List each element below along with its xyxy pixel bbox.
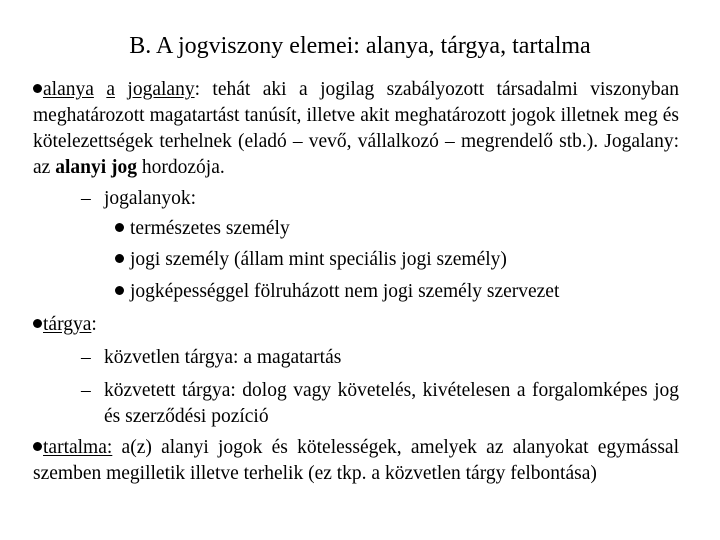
dash-icon: – [81,188,91,209]
bullet-icon [115,254,124,263]
bullet-icon [33,442,42,451]
bullet-icon [33,319,42,328]
dash-icon: – [81,380,91,401]
dash-icon: – [81,347,91,368]
tartalma-text: a(z) alanyi jogok és kötelességek, amelyek az alanyokat egymással szemben megilletik illetve terhelik (ez tkp. a közvetlen tárgy felbontása) [33,437,679,484]
slide-title: B. A jogviszony elemei: alanya, tárgya, tartalma [129,33,591,59]
tartalma-term: tartalma: [43,437,113,458]
alanya-text-end: hordozója. [137,157,225,178]
jogalanyok-label: jogalanyok: [104,188,197,209]
alanyi-jog-term: alanyi jog [55,157,137,178]
bullet-icon [33,84,42,93]
alanya-link-jogalany: jogalany [127,79,195,100]
tartalma-paragraph [33,435,679,487]
alanya-paragraph [33,77,679,181]
list-item-text: jogképességgel fölruházott nem jogi személy szervezet [130,281,560,302]
bullet-icon [115,223,124,232]
alanya-text: : tehát aki a jogilag szabályozott társadalmi viszonyban meghatározott magatartást tanúsít, illetve akit meghatározott jogok illetnek meg és kötelezettségek terhelnek (eladó – vevő, vállalkozó – megrendelő stb.). Jogalany: az [33,79,680,178]
targya-term: tárgya [43,314,92,335]
targya-colon: : [91,314,97,335]
alanya-link-a: a [106,79,115,100]
list-item [115,216,290,242]
alanya-term: alanya [43,79,94,100]
targya-heading [33,312,679,338]
list-item-text: természetes személy [130,218,290,239]
targya-item: közvetett tárgya: dolog vagy követelés, kivételesen a forgalomképes jog és szerződési pozíció [104,380,679,427]
list-item [115,247,507,273]
list-item [115,279,559,305]
bullet-icon [115,286,124,295]
list-item-text: jogi személy (állam mint speciális jogi személy) [130,249,507,270]
targya-item: közvetlen tárgya: a magatartás [104,347,342,368]
